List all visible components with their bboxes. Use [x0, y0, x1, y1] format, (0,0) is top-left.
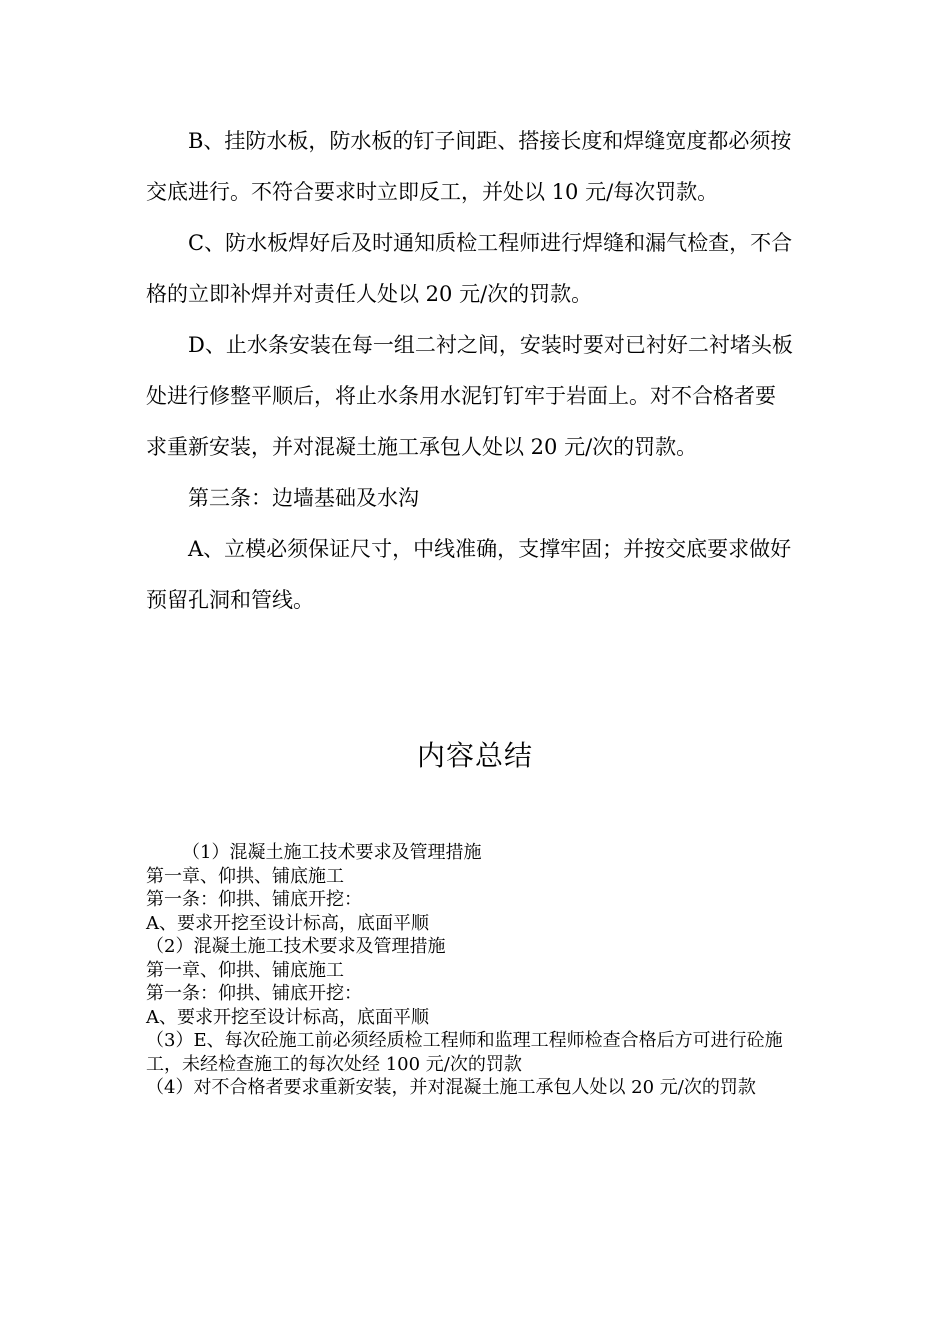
summary-title: 内容总结: [416, 739, 533, 772]
body-text: [146, 116, 796, 626]
paragraph-c: C、防水板焊好后及时通知质检工程师进行焊缝和漏气检查，不合格的立即补焊并对责任人处以 20 元/次的罚款。: [146, 231, 793, 306]
paragraph-a: A、立模必须保证尺寸，中线准确，支撑牢固；并按交底要求做好预留孔洞和管线。: [146, 537, 792, 612]
summary-line: （1）混凝土施工技术要求及管理措施: [182, 842, 482, 863]
summary-list: [146, 841, 796, 1100]
summary-line: 第一条：仰拱、铺底开挖：: [146, 889, 362, 910]
summary-line: （2）混凝土施工技术要求及管理措施: [146, 936, 446, 957]
summary-line: （3）E、每次砼施工前必须经质检工程师和监理工程师检查合格后方可进行砼施工，未经检查施工的每次处经 100 元/次的罚款: [146, 1030, 783, 1075]
paragraph-b: B、挂防水板，防水板的钉子间距、搭接长度和焊缝宽度都必须按交底进行。不符合要求时立即反工，并处以 10 元/每次罚款。: [146, 129, 792, 204]
paragraph-d: D、止水条安装在每一组二衬之间，安装时要对已衬好二衬堵头板处进行修整平顺后，将止水条用水泥钉钉牢于岩面上。对不合格者要求重新安装，并对混凝土施工承包人处以 20 元/次的罚款。: [146, 333, 793, 459]
summary-line: 第一条：仰拱、铺底开挖：: [146, 983, 362, 1004]
summary-line: 第一章、仰拱、铺底施工: [146, 865, 344, 887]
summary-line: （4）对不合格者要求重新安装，并对混凝土施工承包人处以 20 元/次的罚款: [146, 1077, 756, 1098]
summary-line: A、要求开挖至设计标高，底面平顺: [146, 912, 429, 934]
summary-line: 第一章、仰拱、铺底施工: [146, 959, 344, 981]
summary-line: A、要求开挖至设计标高，底面平顺: [146, 1006, 429, 1028]
section-heading: 第三条：边墙基础及水沟: [188, 486, 419, 510]
